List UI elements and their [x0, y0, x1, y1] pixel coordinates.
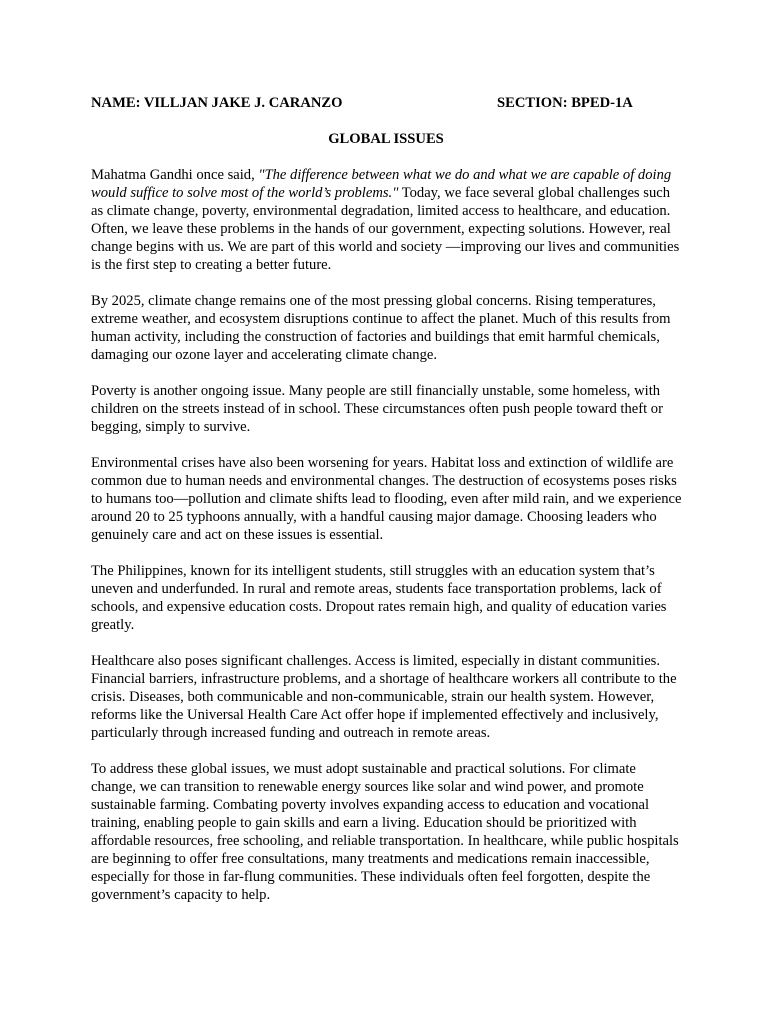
paragraph-poverty: Poverty is another ongoing issue. Many people are still financially unstable, some homeless, with children on the streets instead of in school. These circumstances often push people toward theft or begging, simply to survive.	[91, 383, 663, 435]
paragraph-climate-change: By 2025, climate change remains one of the most pressing global concerns. Rising temperatures, extreme weather, and ecosystem disruptions continue to affect the planet. Much of this results from human activity, including the construction of factories and buildings that emit harmful chemicals, damaging our ozone layer and accelerating climate change.	[91, 293, 671, 363]
student-name: NAME: VILLJAN JAKE J. CARANZO	[91, 95, 343, 111]
document-title: GLOBAL ISSUES	[328, 131, 444, 147]
intro-lead: Mahatma Gandhi once said,	[91, 167, 259, 183]
paragraph-healthcare: Healthcare also poses significant challenges. Access is limited, especially in distant communities. Financial barriers, infrastructure problems, and a shortage of healthcare workers all contribute to the crisis. Diseases, both communicable and non-communicable, strain our health system. However, reforms like the Universal Health Care Act offer hope if implemented effectively and inclusively, particularly through increased funding and outreach in remote areas.	[91, 653, 677, 741]
gandhi-quote: "The difference between what we do and what we are capable of doing would suffice to solve most of the world’s problems."	[91, 167, 672, 201]
paragraph-solutions: To address these global issues, we must adopt sustainable and practical solutions. For climate change, we can transition to renewable energy sources like solar and wind power, and promote sustainable farming. Combating poverty involves expanding access to education and vocational training, enabling people to gain skills and earn a living. Education should be prioritized with affordable resources, free schooling, and reliable transportation. In healthcare, while public hospitals are beginning to offer free consultations, many treatments and medications remain inaccessible, especially for those in far-flung communities. These individuals often feel forgotten, despite the government’s capacity to help.	[91, 761, 679, 903]
paragraph-education: The Philippines, known for its intelligent students, still struggles with an education system that’s uneven and underfunded. In rural and remote areas, students face transportation problems, lack of schools, and expensive education costs. Dropout rates remain high, and quality of education varies greatly.	[91, 563, 667, 633]
document-header	[91, 94, 681, 112]
paragraph-intro	[91, 166, 683, 274]
intro-rest: Today, we face several global challenges such as climate change, poverty, environmental degradation, limited access to healthcare, and education. Often, we leave these problems in the hands of our government, expecting solutions. However, real change begins with us. We are part of this world and society —improving our lives and communities is the first step to creating a better future.	[91, 185, 680, 273]
document-body	[91, 166, 683, 922]
paragraph-environment: Environmental crises have also been worsening for years. Habitat loss and extinction of wildlife are common due to human needs and environmental changes. The destruction of ecosystems poses risks to humans too—pollution and climate shifts lead to flooding, even after mild rain, and we experience around 20 to 25 typhoons annually, with a handful causing major damage. Choosing leaders who genuinely care and act on these issues is essential.	[91, 455, 682, 543]
student-section: SECTION: BPED-1A	[497, 95, 633, 111]
